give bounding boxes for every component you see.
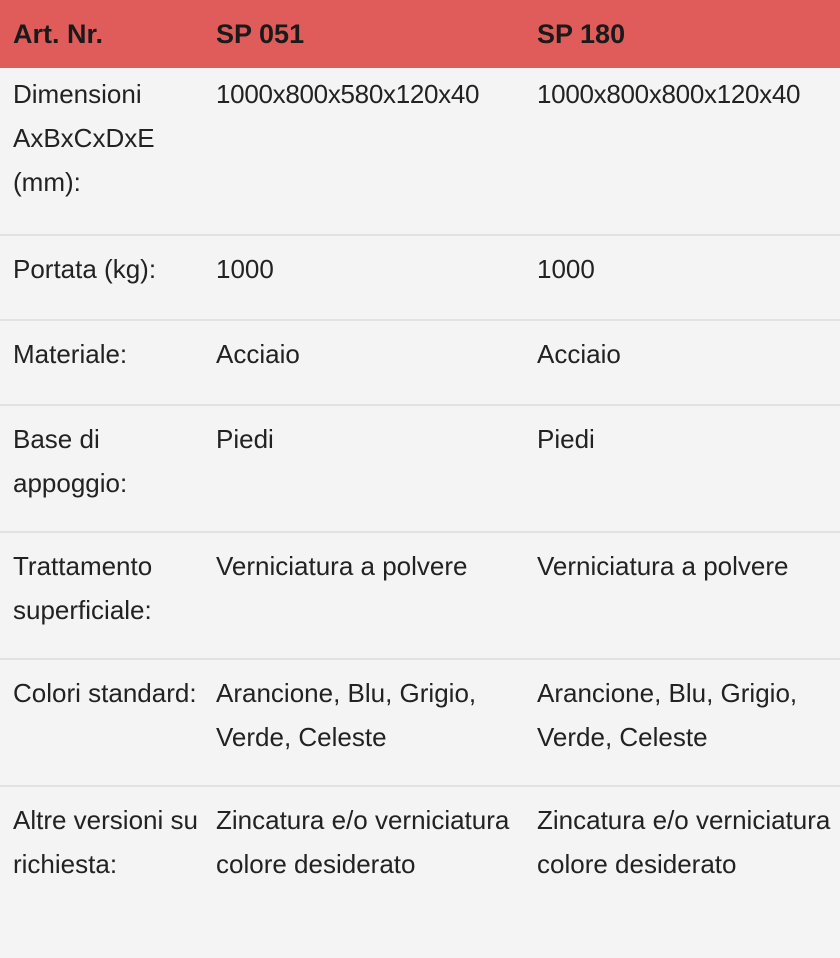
row-value-sp180: Verniciatura a polvere (523, 532, 840, 659)
row-value-sp180: Zincatura e/o verniciatura colore desiderato (537, 805, 831, 879)
row-value-sp051: Zincatura e/o verniciatura colore desiderato (216, 805, 510, 879)
header-label-cell: Art. Nr. (13, 18, 104, 49)
row-label: Base di appoggio: (0, 405, 202, 532)
row-label: Portata (kg): (0, 235, 202, 320)
row-value-sp180: Arancione, Blu, Grigio, Verde, Celeste (523, 659, 840, 786)
table-body (0, 68, 840, 958)
row-value-sp051: Piedi (202, 405, 523, 532)
row-value-sp051: Verniciatura a polvere (202, 532, 523, 659)
table-row-material (0, 320, 840, 405)
table-row-standard-colors (0, 659, 840, 786)
table-row-surface-treatment (0, 532, 840, 659)
table-header (0, 0, 840, 68)
row-label: Altre versioni su richiesta: (13, 805, 198, 879)
row-value-sp180: Piedi (523, 405, 840, 532)
row-label: Dimensioni AxBxCxDxE (mm): (0, 68, 202, 235)
header-sp180-cell: SP 180 (537, 18, 626, 49)
header-sp051-cell: SP 051 (216, 18, 305, 49)
row-label: Trattamento superficiale: (0, 532, 202, 659)
row-value-sp180: 1000 (523, 235, 840, 320)
row-value-sp051: 1000 (202, 235, 523, 320)
row-value-sp051: 1000x800x580x120x40 (202, 68, 523, 235)
header-row (0, 0, 840, 68)
row-value-sp180: Acciaio (523, 320, 840, 405)
row-value-sp051: Acciaio (202, 320, 523, 405)
table-row-other-versions (0, 786, 840, 958)
row-label: Materiale: (0, 320, 202, 405)
table-row-dimensions (0, 68, 840, 235)
row-label: Colori standard: (0, 659, 202, 786)
row-value-sp051: Arancione, Blu, Grigio, Verde, Celeste (202, 659, 523, 786)
row-value-sp180: 1000x800x800x120x40 (523, 68, 840, 235)
table-row-base (0, 405, 840, 532)
table-row-capacity (0, 235, 840, 320)
